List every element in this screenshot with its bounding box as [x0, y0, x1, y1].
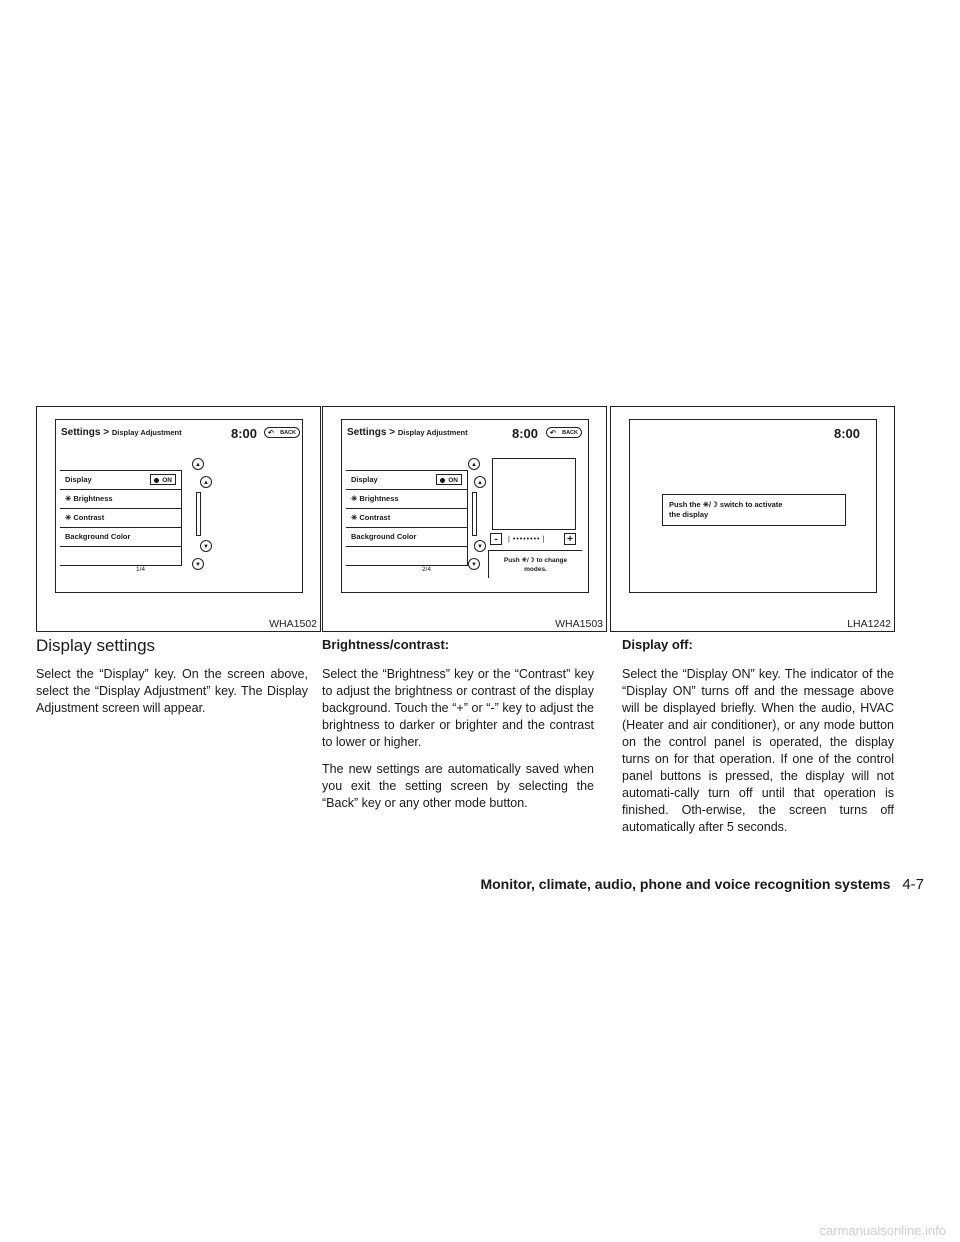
menu-item-empty [60, 547, 182, 566]
paragraph: Select the “Brightness” key or the “Contrast” key to adjust the brightness or contrast of the display background. Touch the “+” or “-” key to adjust the brightness to darker or brighter and the contrast to lower or higher. [322, 667, 594, 749]
menu-item-empty [346, 547, 468, 566]
scroll-top-icon[interactable]: ▲ [192, 458, 204, 470]
scroll-bottom-icon[interactable]: ▼ [192, 558, 204, 570]
section-heading: Display off: [622, 637, 693, 652]
scrollbar[interactable] [472, 492, 477, 536]
watermark: carmanualsonline.info [819, 1223, 946, 1238]
indicator-dot-icon [154, 478, 159, 483]
indicator-dot-icon [440, 478, 445, 483]
clock: 8:00 [231, 426, 258, 441]
figure-code: WHA1502 [269, 618, 317, 630]
page-footer [480, 876, 924, 893]
paragraph: Select the “Display ON” key. The indicator of the “Display ON” turns off and the message above will be displayed briefly. When the audio, HVAC (Heater and air conditioner), or any mode button on the control panel is operated, the display turns on for that operation. If one of the control panel buttons is pressed, the display will not automati-cally turn off until that operation is finished. Oth-erwise, the screen turns off automatically after 5 seconds. [622, 667, 894, 834]
menu-item-brightness[interactable]: ✳ Brightness [346, 490, 468, 509]
back-arrow-icon: ↶ [550, 430, 556, 437]
clock: 8:00 [834, 426, 861, 441]
page-indicator: 1/4 [136, 566, 146, 573]
menu-item-contrast[interactable]: ✳ Contrast [346, 509, 468, 528]
scroll-up-icon[interactable]: ▲ [200, 476, 212, 488]
figure-display-off [610, 406, 895, 632]
scroll-bottom-icon[interactable]: ▼ [468, 558, 480, 570]
screen-header: Settings > Display Adjustment [61, 427, 182, 438]
back-arrow-icon: ↶ [268, 430, 274, 437]
menu-item-background-color[interactable]: Background Color [60, 528, 182, 547]
on-indicator: ON [150, 474, 176, 485]
adjust-slider[interactable] [490, 532, 580, 546]
figure-code: LHA1242 [847, 618, 891, 630]
section-heading: Brightness/contrast: [322, 637, 450, 652]
preview-pane [492, 458, 576, 530]
menu-item-brightness[interactable]: ✳ Brightness [60, 490, 182, 509]
menu-item-display[interactable]: Display ON [346, 471, 468, 490]
menu-item-background-color[interactable]: Background Color [346, 528, 468, 547]
section-heading: Display settings [36, 636, 156, 655]
slider-track: ❘••••••••❘ [506, 536, 548, 543]
settings-menu [346, 470, 468, 566]
scroll-top-icon[interactable]: ▲ [468, 458, 480, 470]
settings-menu [60, 470, 182, 566]
back-button[interactable]: ↶ BACK [546, 427, 582, 438]
scroll-down-icon[interactable]: ▼ [474, 540, 486, 552]
menu-item-contrast[interactable]: ✳ Contrast [60, 509, 182, 528]
chapter-title: Monitor, climate, audio, phone and voice recognition systems [480, 876, 891, 892]
screen-header: Settings > Display Adjustment [347, 427, 468, 438]
on-indicator: ON [436, 474, 462, 485]
activate-message: Push the ✳/☽ switch to activate the display [662, 494, 846, 526]
minus-button[interactable]: - [490, 533, 502, 545]
paragraph: Select the “Display” key. On the screen above, select the “Display Adjustment” key. The Display Adjustment screen will appear. [36, 667, 308, 715]
section-brightness-contrast [322, 634, 594, 822]
screen-display-adjustment-2 [341, 419, 589, 593]
page-number: 4-7 [902, 876, 924, 893]
mode-hint: Push ✳/☽ to change modes. [488, 550, 582, 578]
screen-display-adjustment [55, 419, 303, 593]
menu-item-display[interactable]: Display ON [60, 471, 182, 490]
back-button[interactable]: ↶ BACK [264, 427, 300, 438]
clock: 8:00 [512, 426, 539, 441]
plus-button[interactable]: + [564, 533, 576, 545]
section-display-off [622, 634, 894, 846]
figure-code: WHA1503 [555, 618, 603, 630]
section-display-settings [36, 634, 308, 727]
paragraph: The new settings are automatically saved when you exit the setting screen by selecting the “Back” key or any other mode button. [322, 762, 594, 810]
figure-display-settings [36, 406, 321, 632]
figure-brightness-contrast [322, 406, 607, 632]
screen-display-off [629, 419, 877, 593]
scrollbar[interactable] [196, 492, 201, 536]
scroll-up-icon[interactable]: ▲ [474, 476, 486, 488]
scroll-down-icon[interactable]: ▼ [200, 540, 212, 552]
page-indicator: 2/4 [422, 566, 432, 573]
